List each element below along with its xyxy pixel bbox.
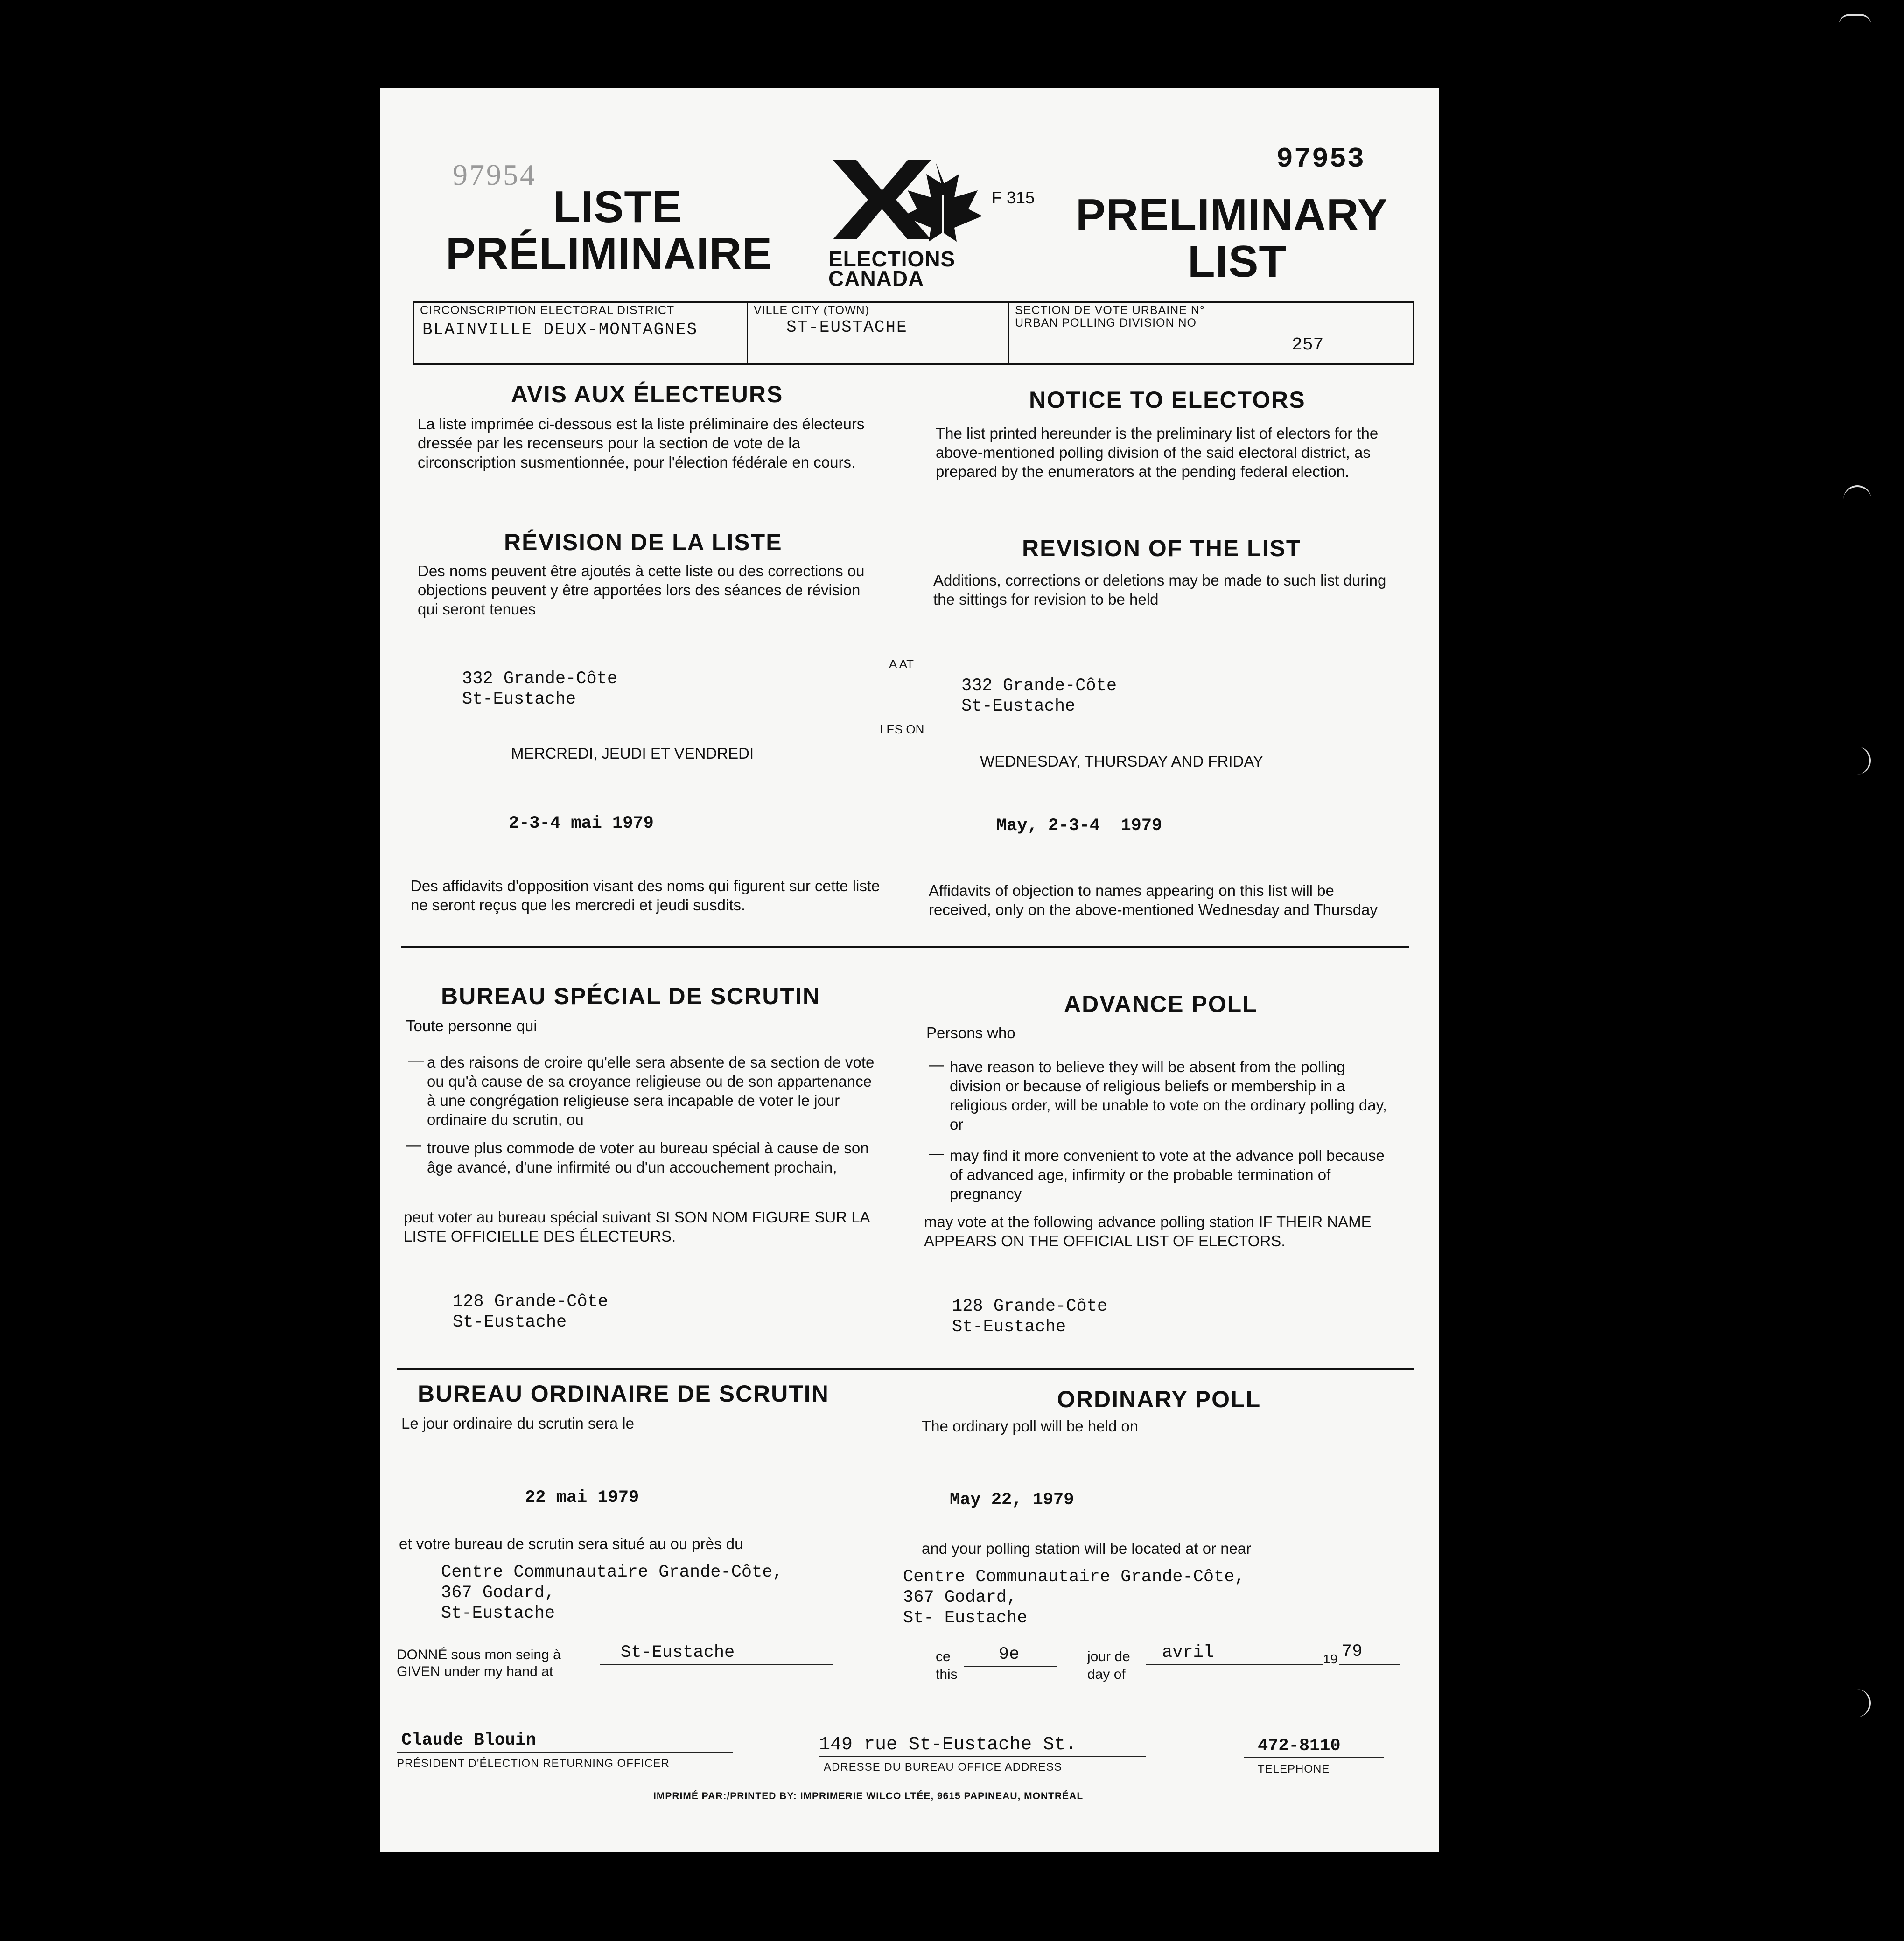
ordinary-intro-fr: Le jour ordinaire du scrutin sera le (401, 1415, 634, 1432)
month-underline (1146, 1664, 1323, 1665)
address-underline (819, 1756, 1146, 1757)
revision-date-fr: 2-3-4 mai 1979 (509, 814, 654, 833)
advance-item1-fr: a des raisons de croire qu'elle sera absente de sa section de vote ou qu'à cause de sa croyance religieuse ou de son appartenance à une congrégation religieuse sera incapable de voter le jour ordinaire du scrutin, ou (427, 1054, 875, 1128)
this-label: this (936, 1667, 958, 1682)
title-fr-line2: PRÉLIMINAIRE (446, 229, 773, 279)
telephone: 472-8110 (1258, 1736, 1341, 1756)
title-en-line1: PRELIMINARY (1076, 190, 1388, 240)
telephone-underline (1244, 1757, 1384, 1758)
revision-date-en: May, 2-3-4 1979 (996, 816, 1162, 836)
box-divider (747, 301, 748, 365)
division-label-en: URBAN POLLING DIVISION NO (1015, 316, 1197, 329)
year-suffix: 79 (1342, 1642, 1363, 1662)
ordinary-date-fr: 22 mai 1979 (525, 1488, 639, 1508)
list-dash: — (408, 1051, 424, 1068)
box-divider (1008, 301, 1009, 365)
advance-item2-fr: trouve plus commode de voter au bureau spécial à cause de son âge avancé, d'une infirmité ou d'un accouchement prochain, (427, 1139, 869, 1176)
logo-text-line2: CANADA (828, 266, 924, 291)
list-dash: — (929, 1145, 944, 1162)
printer-line: IMPRIMÉ PAR:/PRINTED BY: IMPRIMERIE WILCO LTÉE, 9615 PAPINEAU, MONTRÉAL (653, 1791, 1084, 1801)
city-value: ST-EUSTACHE (786, 318, 908, 337)
address-caption: ADRESSE DU BUREAU OFFICE ADDRESS (824, 1761, 1062, 1773)
elections-canada-logo (828, 153, 987, 291)
revision-address-en: 332 Grande-Côte St-Eustache (961, 676, 1117, 716)
section-divider (397, 1368, 1414, 1370)
city-label: VILLE CITY (TOWN) (754, 304, 870, 317)
at-label: A AT (889, 657, 914, 671)
ordinary-date-en: May 22, 1979 (950, 1490, 1074, 1510)
ce-label: ce (936, 1649, 951, 1664)
advance-heading-en: ADVANCE POLL (1064, 991, 1258, 1017)
revision-text-fr: Des noms peuvent être ajoutés à cette liste ou des corrections ou objections peuvent y être apportées lors des séances de révision qui seront tenues (418, 562, 865, 618)
year-prefix: 19 (1323, 1652, 1338, 1666)
notice-text-fr: La liste imprimée ci-dessous est la liste préliminaire des électeurs dressée par les recenseurs pour la section de vote de la circonscription susmentionnée, pour l'élection fédérale en cours. (418, 415, 865, 471)
film-edge-mark (1850, 747, 1871, 775)
telephone-caption: TELEPHONE (1258, 1763, 1330, 1775)
ordinary-address-fr: Centre Communautaire Grande-Côte, 367 Godard, St-Eustache (441, 1563, 783, 1623)
advance-address-en: 128 Grande-Côte St-Eustache (952, 1297, 1108, 1337)
signature-month: avril (1162, 1643, 1214, 1662)
section-divider (401, 946, 1409, 948)
affidavit-text-fr: Des affidavits d'opposition visant des noms qui figurent sur cette liste ne seront reçus que les mercredi et jeudi susdits. (411, 877, 880, 914)
signature-day: 9e (999, 1645, 1020, 1664)
district-value: BLAINVILLE DEUX-MONTAGNES (422, 320, 698, 339)
location-intro-en: and your polling station will be located at or near (922, 1540, 1252, 1557)
day-of-label: day of (1087, 1667, 1126, 1682)
advance-item2-en: may find it more convenient to vote at the advance poll because of advanced age, infirmity or the probable termination of pregnancy (950, 1147, 1385, 1202)
advance-outro-en: may vote at the following advance polling station IF THEIR NAME APPEARS ON THE OFFICIAL LIST OF ELECTORS. (924, 1213, 1372, 1250)
ordinary-intro-en: The ordinary poll will be held on (922, 1417, 1139, 1435)
district-label: CIRCONSCRIPTION ELECTORAL DISTRICT (420, 304, 675, 317)
revision-heading-fr: RÉVISION DE LA LISTE (504, 529, 783, 555)
revision-address-fr: 332 Grande-Côte St-Eustache (462, 669, 618, 709)
officer-caption: PRÉSIDENT D'ÉLECTION RETURNING OFFICER (397, 1757, 670, 1770)
advance-address-fr: 128 Grande-Côte St-Eustache (453, 1292, 609, 1332)
division-value: 257 (1292, 335, 1324, 355)
handwritten-number: 97954 (453, 158, 537, 191)
advance-heading-fr: BUREAU SPÉCIAL DE SCRUTIN (441, 983, 821, 1009)
division-label-fr: SECTION DE VOTE URBAINE N° (1015, 304, 1205, 317)
revision-text-en: Additions, corrections or deletions may be made to such list during the sittings for revision to be held (933, 572, 1386, 608)
form-number: 97953 (1276, 144, 1365, 175)
document-page (380, 88, 1439, 1852)
days-fr: MERCREDI, JEUDI ET VENDREDI (511, 745, 754, 762)
location-intro-fr: et votre bureau de scrutin sera situé au ou près du (399, 1535, 743, 1552)
list-dash: — (406, 1136, 421, 1153)
title-en-line2: LIST (1188, 237, 1287, 286)
advance-intro-fr: Toute personne qui (406, 1017, 537, 1034)
notice-heading-fr: AVIS AUX ÉLECTEURS (511, 381, 784, 407)
list-dash: — (929, 1056, 944, 1073)
advance-outro-fr: peut voter au bureau spécial suivant SI SON NOM FIGURE SUR LA LISTE OFFICIELLE DES ÉLECTEURS. (404, 1208, 869, 1245)
revision-heading-en: REVISION OF THE LIST (1022, 535, 1302, 561)
title-fr-line1: LISTE (553, 182, 683, 232)
officer-underline (397, 1752, 733, 1753)
officer-name: Claude Blouin (401, 1731, 536, 1750)
maple-leaf-icon (828, 153, 987, 246)
given-label-en: GIVEN under my hand at (397, 1664, 553, 1679)
year-underline (1339, 1664, 1400, 1665)
logo-text-line1: ELECTIONS (828, 247, 956, 271)
affidavit-text-en: Affidavits of objection to names appearing on this list will be received, only on the above-mentioned Wednesday and Thursday (929, 882, 1378, 918)
place-underline (600, 1664, 833, 1665)
day-underline (964, 1666, 1057, 1667)
notice-text-en: The list printed hereunder is the preliminary list of electors for the above-mentioned polling division of the said electoral district, as prepared by the enumerators at the pending federal election. (936, 425, 1379, 480)
film-edge-mark (1839, 14, 1871, 25)
advance-item1-en: have reason to believe they will be absent from the polling division or because of religious beliefs or membership in a religious order, will be unable to vote on the ordinary polling day, or (950, 1058, 1387, 1133)
notice-heading-en: NOTICE TO ELECTORS (1029, 387, 1306, 413)
ordinary-heading-fr: BUREAU ORDINAIRE DE SCRUTIN (418, 1381, 829, 1407)
days-en: WEDNESDAY, THURSDAY AND FRIDAY (980, 753, 1263, 770)
office-address: 149 rue St-Eustache St. (819, 1734, 1077, 1755)
given-label-fr: DONNÉ sous mon seing à (397, 1647, 561, 1662)
advance-intro-en: Persons who (926, 1024, 1015, 1041)
ordinary-heading-en: ORDINARY POLL (1057, 1386, 1261, 1412)
on-label: LES ON (880, 722, 924, 736)
form-code: F 315 (992, 188, 1035, 207)
ordinary-address-en: Centre Communautaire Grande-Côte, 367 Godard, St- Eustache (903, 1567, 1245, 1628)
film-edge-mark (1843, 485, 1871, 501)
signature-place: St-Eustache (621, 1643, 735, 1662)
film-edge-mark (1850, 1689, 1871, 1717)
jour-de-label: jour de (1087, 1649, 1130, 1664)
